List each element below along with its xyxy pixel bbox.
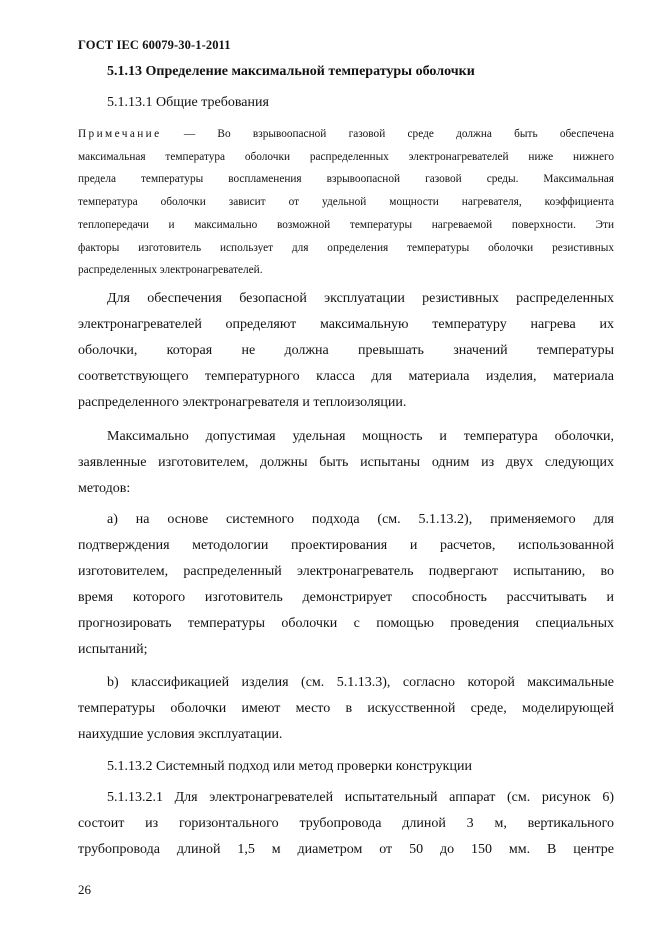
paragraph-method-a — [78, 507, 614, 663]
text-line: распределенного электронагревателя и теплоизоляции. — [78, 395, 407, 410]
text-line: состоит из горизонтального трубопровода длиной 3 м, вертикального — [78, 816, 614, 831]
text-line: наихудшие условия эксплуатации. — [78, 727, 283, 742]
note-line: температура оболочки зависит от удельной мощности нагревателя, коэффициента — [78, 196, 614, 209]
text-line: подтверждения методологии проектирования и расчетов, использованной — [78, 538, 614, 553]
note-line: распределенных электронагревателей. — [78, 264, 263, 277]
note-label: Примечание — [78, 128, 162, 140]
text-line: время которого изготовитель демонстрирует способность рассчитывать и — [78, 590, 614, 605]
paragraph-test-apparatus — [78, 785, 614, 863]
note-line: предела температуры воспламенения взрывоопасной газовой среды. Максимальная — [78, 173, 614, 186]
paragraph-safety — [78, 286, 614, 416]
text-line: соответствующего температурного класса для материала изделия, материала — [78, 369, 614, 384]
text-line: а) на основе системного подхода (см. 5.1.13.2), применяемого для — [107, 512, 614, 527]
text-line: 5.1.13.2.1 Для электронагревателей испытательный аппарат (см. рисунок 6) — [107, 790, 614, 805]
text-line: температуры оболочки имеют место в искусственной среде, моделирующей — [78, 701, 614, 716]
text-line: трубопровода длиной 1,5 м диаметром от 50 до 150 мм. В центре — [78, 842, 614, 857]
page-number: 26 — [78, 882, 91, 897]
paragraph-method-b — [78, 670, 614, 748]
text-line: испытаний; — [78, 642, 148, 657]
note-line: факторы изготовитель использует для определения температуры оболочки резистивных — [78, 241, 614, 254]
text-line: прогнозировать температуры оболочки с помощью проведения специальных — [78, 616, 614, 631]
paragraph-methods — [78, 424, 614, 502]
subsection-title-system-approach: 5.1.13.2 Системный подход или метод проверки конструкции — [107, 759, 472, 774]
text-line: изготовителем, распределенный электронагреватель подвергают испытанию, во — [78, 564, 614, 579]
note-line: максимальная температура оболочки распределенных электронагревателей ниже нижнего — [78, 150, 614, 163]
note-line: — Во взрывоопасной газовой среде должна быть обеспечена — [161, 128, 614, 140]
note-block — [78, 123, 614, 282]
subsection-title-general: 5.1.13.1 Общие требования — [107, 95, 269, 110]
text-line: методов: — [78, 481, 131, 496]
document-header: ГОСТ IEC 60079-30-1-2011 — [78, 38, 231, 52]
text-line: заявленные изготовителем, должны быть испытаны одним из двух следующих — [78, 455, 614, 470]
text-line: электронагревателей определяют максимальную температуру нагрева их — [78, 317, 614, 332]
section-title: 5.1.13 Определение максимальной температуры оболочки — [107, 64, 475, 79]
note-line: теплопередачи и максимально возможной температуры нагреваемой поверхности. Эти — [78, 218, 614, 231]
text-line: Для обеспечения безопасной эксплуатации резистивных распределенных — [107, 291, 614, 306]
text-line: b) классификацией изделия (см. 5.1.13.3), согласно которой максимальные — [107, 675, 614, 690]
text-line: Максимально допустимая удельная мощность и температура оболочки, — [107, 429, 614, 444]
text-line: оболочки, которая не должна превышать значений температуры — [78, 343, 614, 358]
